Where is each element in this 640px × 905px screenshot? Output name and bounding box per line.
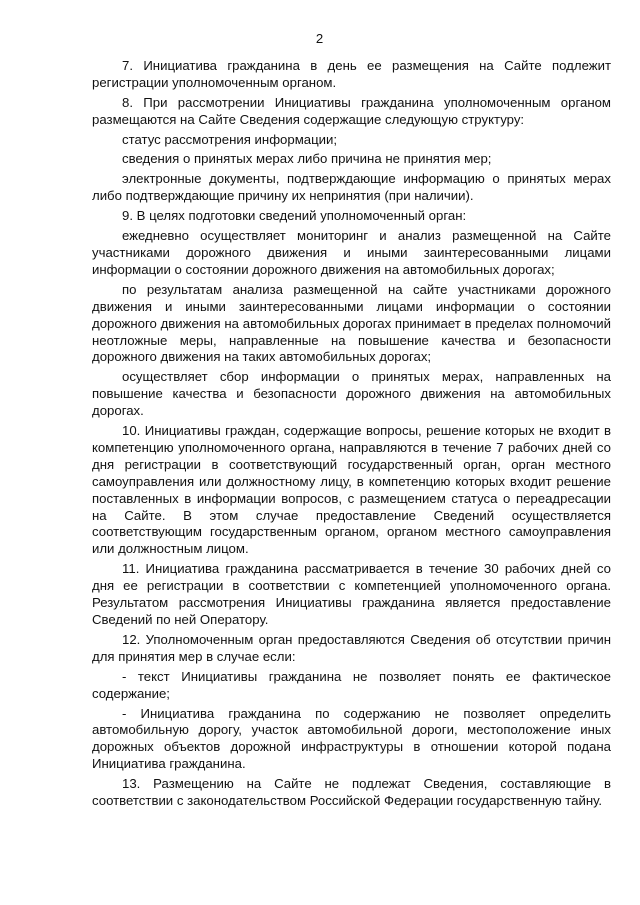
paragraph-8: 8. При рассмотрении Инициативы гражданина уполномоченным органом размещаются на Сайте Сведения содержащие следующую структуру: xyxy=(92,94,611,127)
list-item-collection: осуществляет сбор информации о принятых мерах, направленных на повышение качества и безопасности дорожного движения на автомобильных дорогах. xyxy=(92,369,611,419)
list-item-status: статус рассмотрения информации; xyxy=(122,131,338,147)
paragraph-13: 13. Размещению на Сайте не подлежат Сведения, составляющие в соответствии с законодательством Российской Федерации государственную тайну. xyxy=(92,776,611,809)
list-item-monitoring: ежедневно осуществляет мониторинг и анализ размещенной на Сайте участниками дорожного движения и иными заинтересованными лицами информации о состоянии дорожного движения на автомобильных дорогах; xyxy=(92,228,611,277)
paragraph-9: 9. В целях подготовки сведений уполномоченный орган: xyxy=(122,208,467,224)
list-item-urgent-measures: по результатам анализа размещенной на сайте участниками дорожного движения и иными заинтересованными лицами информации о состоянии дорожного движения на автомобильных дорогах принимает в пределах полномочий неотложные меры, направленные на повышение качества и безопасности дорожного движения на таких автомобильных дорогах; xyxy=(92,281,611,365)
page-number: 2 xyxy=(315,31,324,46)
list-item-documents: электронные документы, подтверждающие информацию о принятых мерах либо подтверждающие причину их непринятия (при наличии). xyxy=(92,171,611,204)
list-item-measures: сведения о принятых мерах либо причина не принятия мер; xyxy=(122,151,492,167)
paragraph-10: 10. Инициативы граждан, содержащие вопросы, решение которых не входит в компетенцию уполномоченного органа, направляются в течение 7 рабочих дней со дня регистрации в соответствующий государственный орган, орган местного самоуправления или должностному лицу, в компетенцию которых входит решение поставленных в информации вопросов, с размещением статуса о переадресации на Сайте. В этом случае предоставление Сведений осуществляется соответствующим государственным органом, органом местного самоуправления или должностным лицом. xyxy=(92,423,611,557)
paragraph-11: 11. Инициатива гражданина рассматривается в течение 30 рабочих дней со дня ее регистрации в соответствии с компетенцией уполномоченного органа. Результатом рассмотрения Инициативы гражданина является предоставление Сведений по ней Оператору. xyxy=(92,561,611,627)
list-item-road-undefined: - Инициатива гражданина по содержанию не позволяет определить автомобильную дорогу, участок автомобильной дороги, местоположение иных дорожных объектов дорожной инфраструктуры в отношении которой подана Инициатива гражданина. xyxy=(92,705,611,772)
list-item-text-unclear: - текст Инициативы гражданина не позволяет понять ее фактическое содержание; xyxy=(92,668,611,701)
paragraph-12: 12. Уполномоченным орган предоставляются Сведения об отсутствии причин для принятия мер в случае если: xyxy=(92,631,611,664)
paragraph-7: 7. Инициатива гражданина в день ее размещения на Сайте подлежит регистрации уполномоченным органом. xyxy=(92,57,611,90)
